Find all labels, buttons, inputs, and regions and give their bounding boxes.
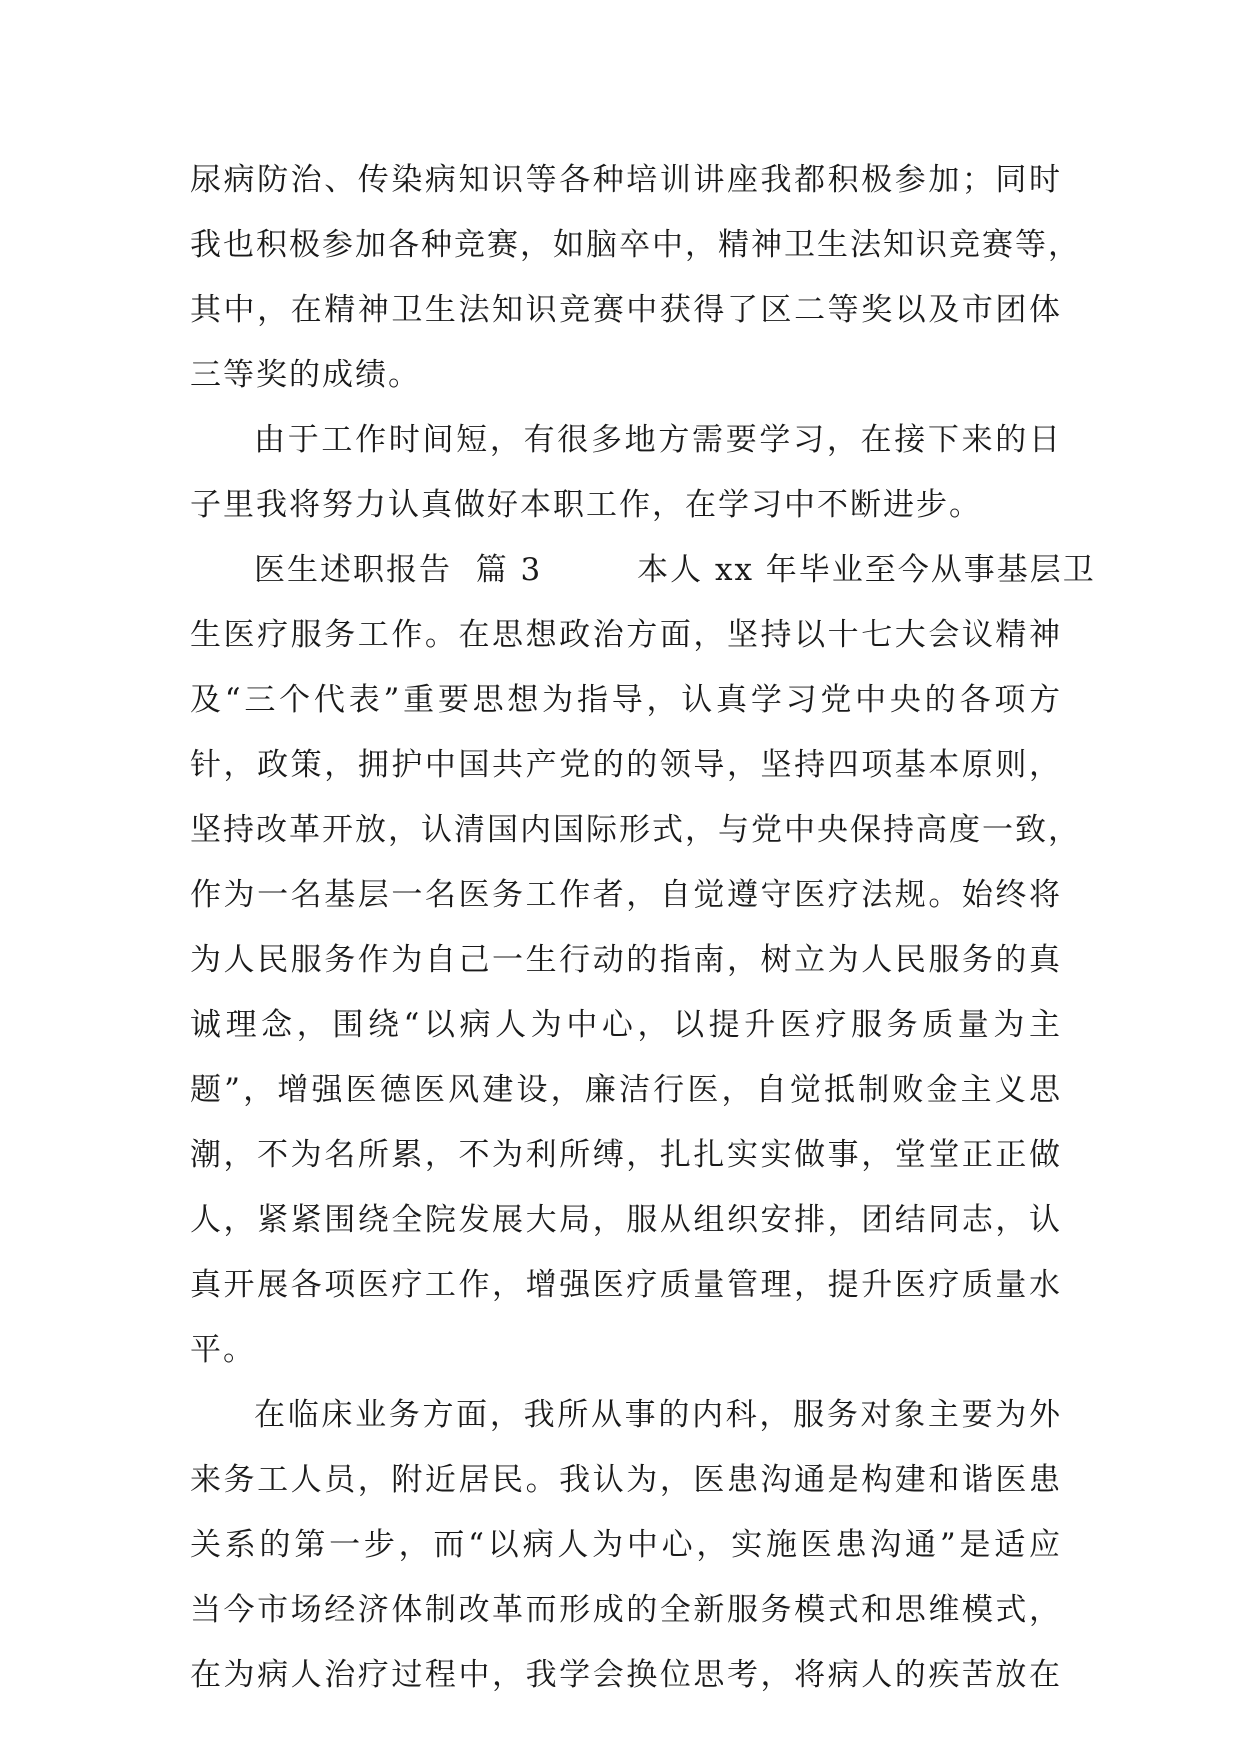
- text-line: 尿病防治、传染病知识等各种培训讲座我都积极参加；同时: [190, 162, 1062, 198]
- text-line: 当今市场经济体制改革而形成的全新服务模式和思维模式，: [190, 1592, 1062, 1628]
- text-line: 题”，增强医德医风建设，廉洁行医，自觉抵制败金主义思: [190, 1072, 1062, 1108]
- text-line: 坚持改革开放，认清国内国际形式，与党中央保持高度一致，: [190, 812, 1081, 848]
- text-line: 在为病人治疗过程中，我学会换位思考，将病人的疾苦放在: [190, 1657, 1062, 1693]
- section-heading-line: 医生述职报告 篇 3 本人 xx 年毕业至今从事基层卫: [254, 552, 1096, 588]
- paragraph-future-work: [190, 408, 1062, 538]
- text-line: 潮，不为名所累，不为利所缚，扎扎实实做事，堂堂正正做: [190, 1137, 1062, 1173]
- paragraph-clinical-work: [190, 1383, 1062, 1708]
- text-line: 真开展各项医疗工作，增强医疗质量管理，提升医疗质量水: [190, 1267, 1062, 1303]
- text-line: 三等奖的成绩。: [190, 357, 421, 393]
- text-line: 我也积极参加各种竞赛，如脑卒中，精神卫生法知识竞赛等，: [190, 227, 1081, 263]
- text-line: 平。: [190, 1332, 256, 1368]
- text-line: 由于工作时间短，有很多地方需要学习，在接下来的日: [254, 422, 1062, 458]
- text-line: 为人民服务作为自己一生行动的指南，树立为人民服务的真: [190, 942, 1062, 978]
- text-line: 子里我将努力认真做好本职工作，在学习中不断进步。: [190, 487, 982, 523]
- text-line: 及“三个代表”重要思想为指导，认真学习党中央的各项方: [190, 682, 1062, 718]
- text-line: 针，政策，拥护中国共产党的的领导，坚持四项基本原则，: [190, 747, 1062, 783]
- text-line: 诚理念，围绕“以病人为中心，以提升医疗服务质量为主: [190, 1007, 1062, 1043]
- text-line: 生医疗服务工作。在思想政治方面，坚持以十七大会议精神: [190, 617, 1062, 653]
- text-line: 作为一名基层一名医务工作者，自觉遵守医疗法规。始终将: [190, 877, 1062, 913]
- text-line: 人，紧紧围绕全院发展大局，服从组织安排，团结同志，认: [190, 1202, 1062, 1238]
- paragraph-report-part3: [190, 538, 1096, 1383]
- document-body: [190, 148, 1096, 1708]
- text-line: 在临床业务方面，我所从事的内科，服务对象主要为外: [254, 1397, 1062, 1433]
- text-line: 来务工人员，附近居民。我认为，医患沟通是构建和谐医患: [190, 1462, 1062, 1498]
- text-line: 其中，在精神卫生法知识竞赛中获得了区二等奖以及市团体: [190, 292, 1062, 328]
- paragraph-training: [190, 148, 1081, 408]
- text-line: 关系的第一步，而“以病人为中心，实施医患沟通”是适应: [190, 1527, 1062, 1563]
